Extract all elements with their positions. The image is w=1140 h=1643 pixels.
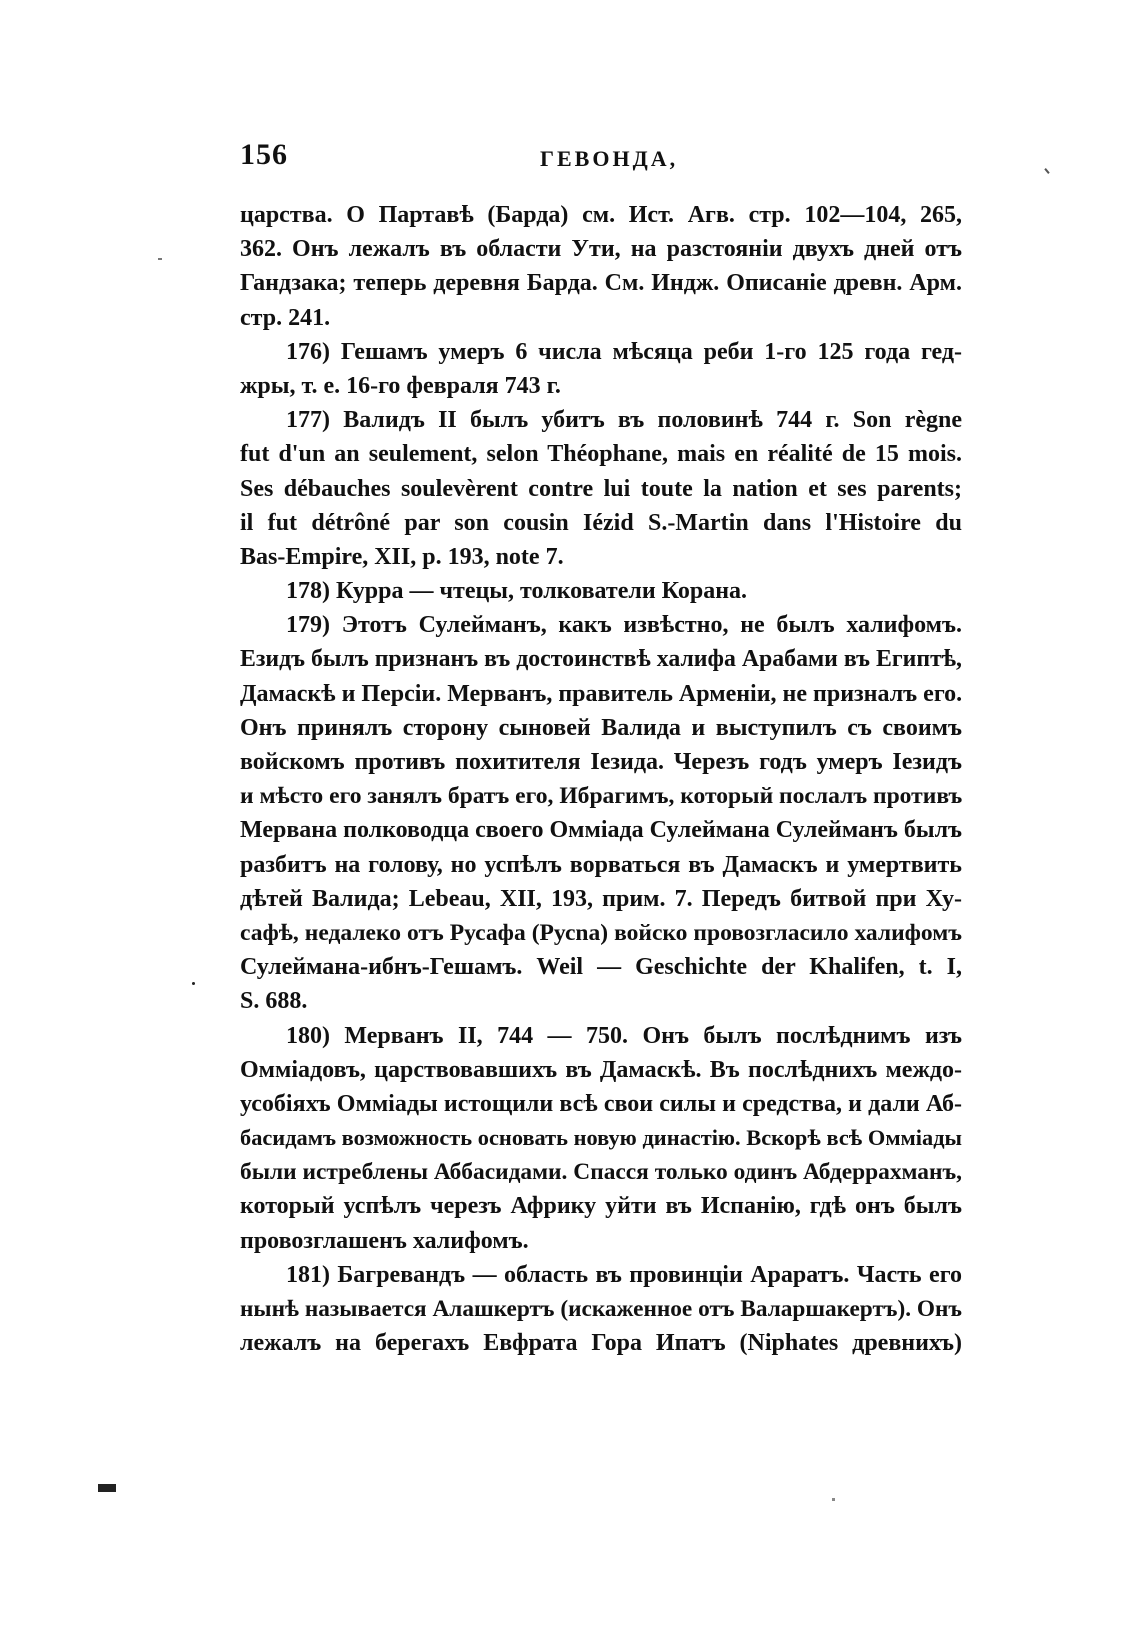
text-line: сафѣ, недалеко отъ Русафа (Русna) войско провозгласило халифомъ: [240, 919, 962, 946]
text-line: который успѣлъ черезъ Африку уйти въ Испанію, гдѣ онъ былъ: [240, 1193, 962, 1220]
text-line: стр. 241.: [240, 304, 331, 331]
footnote-181-start: 181) Багревандъ — область въ провинціи Араратъ. Часть его: [286, 1261, 962, 1288]
text-line: 362. Онъ лежалъ въ области Ути, на разстояніи двухъ дней отъ: [240, 236, 962, 263]
text-line: il fut détrôné par son cousin Iézid S.-Martin dans l'Histoire du: [240, 509, 962, 536]
text-line: Дамаскѣ и Персіи. Мерванъ, правитель Арменіи, не призналъ его.: [240, 680, 963, 707]
text-line: разбитъ на голову, но успѣлъ ворваться въ Дамаскъ и умертвить: [240, 851, 962, 878]
text-line: дѣтей Валида; Lebeau, XII, 193, прим. 7. Передъ битвой при Ху-: [240, 885, 962, 912]
text-line: S. 688.: [240, 988, 308, 1015]
text-line: Сулеймана-ибнъ-Гешамъ. Weil — Geschichte der Khalifen, t. I,: [240, 954, 962, 981]
text-line: войскомъ противъ похитителя Іезида. Черезъ годъ умеръ Іезидъ: [240, 749, 962, 775]
text-line: Гандзака; теперь деревня Барда. См. Индж. Описаніе древн. Арм.: [240, 270, 962, 297]
text-line: жры, т. е. 16-го февраля 743 г.: [240, 372, 561, 399]
footnote-177-start: 177) Валидъ II былъ убитъ въ половинѣ 744 г. Son règne: [286, 407, 962, 434]
scan-speck: [192, 982, 195, 985]
text-line: провозглашенъ халифомъ.: [240, 1227, 529, 1254]
text-line: fut d'un an seulement, selon Théophane, mais en réalité de 15 mois.: [240, 441, 962, 468]
scan-speck: [158, 258, 162, 260]
text-line: царства. О Партавѣ (Барда) см. Ист. Агв. стр. 102—104, 265,: [240, 202, 962, 228]
text-line: Езидъ былъ признанъ въ достоинствѣ халифа Арабами въ Египтѣ,: [240, 646, 962, 673]
footnote-179-start: 179) Этотъ Сулейманъ, какъ извѣстно, не былъ халифомъ.: [286, 612, 962, 639]
text-line: Оммiадовъ, царствовавшихъ въ Дамаскѣ. Въ послѣднихъ междо-: [240, 1056, 962, 1083]
text-line: лежалъ на берегахъ Евфрата Гора Ипатъ (Niphates древнихъ): [240, 1330, 962, 1357]
page-number: 156: [240, 138, 288, 171]
footnote-180-start: 180) Мерванъ II, 744 — 750. Онъ былъ послѣднимъ изъ: [286, 1022, 962, 1049]
scan-speck: [98, 1484, 116, 1492]
running-title: ГЕВОНДА,: [540, 146, 679, 171]
text-line: Ses débauches soulevèrent contre lui toute la nation et ses parents;: [240, 475, 962, 502]
text-line: были истреблены Аббасидами. Спасся только одинъ Абдеррахманъ,: [240, 1159, 962, 1186]
footnote-176-start: 176) Гешамъ умеръ 6 числа мѣсяца реби 1-го 125 года гед-: [286, 338, 962, 365]
text-line: Мервана полководца своего Оммiада Сулеймана Сулейманъ былъ: [240, 817, 963, 844]
page-header: [240, 138, 960, 178]
text-line: Bas-Empire, XII, p. 193, note 7.: [240, 543, 564, 570]
footnote-178: 178) Курра — чтецы, толкователи Корана.: [286, 578, 748, 605]
footnotes-body: [240, 198, 962, 1360]
text-line: нынѣ называется Алашкертъ (искаженное отъ Валаршакертъ). Онъ: [240, 1296, 962, 1322]
text-line: басидамъ возможность основать новую династію. Вскорѣ всѣ Оммiады: [240, 1125, 962, 1151]
text-line: Онъ принялъ сторону сыновей Валида и выступилъ съ своимъ: [240, 714, 962, 741]
text-line: и мѣсто его занялъ братъ его, Ибрагимъ, который послалъ противъ: [240, 783, 963, 810]
text-line: усобіяхъ Оммiады истощили всѣ свои силы и средства, и дали Аб-: [240, 1090, 962, 1117]
scan-speck: [1044, 168, 1049, 174]
scan-speck: [832, 1498, 835, 1501]
